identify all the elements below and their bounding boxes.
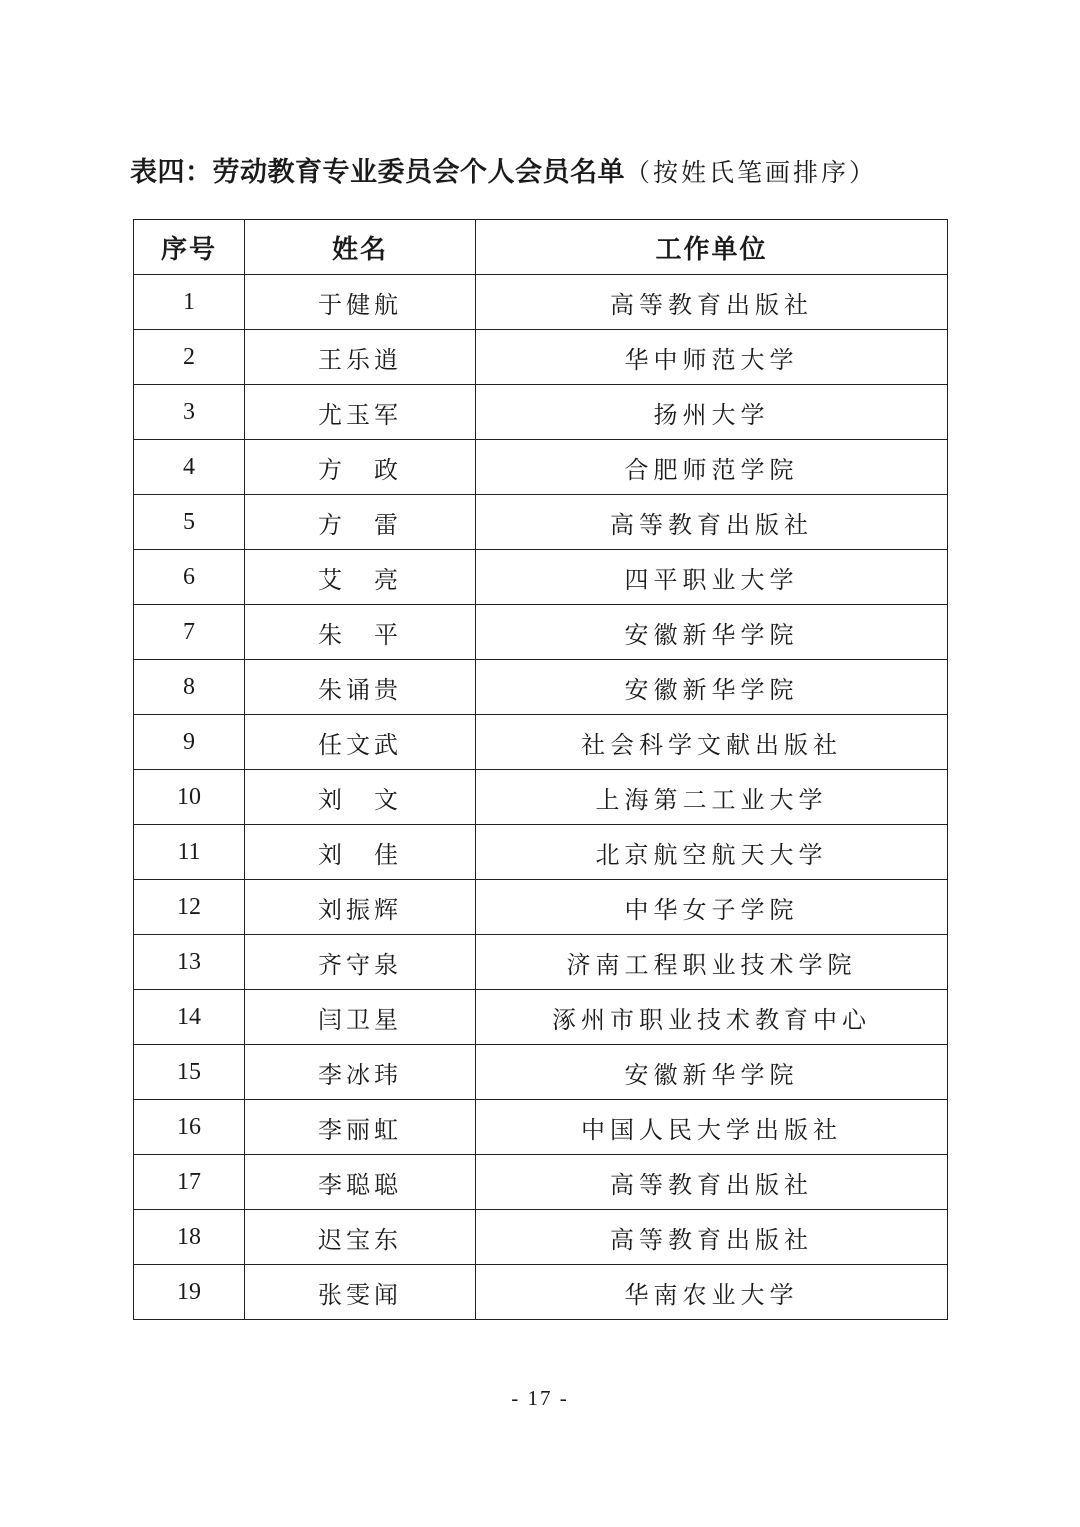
member-name-cell: 方 政 <box>245 440 476 495</box>
table-row <box>134 825 948 880</box>
table-row <box>134 330 948 385</box>
serial-number-cell: 2 <box>134 330 245 385</box>
table-header-row <box>134 220 948 275</box>
member-name-cell: 尤玉军 <box>245 385 476 440</box>
workplace-cell: 社会科学文献出版社 <box>476 715 948 770</box>
member-name-cell: 迟宝东 <box>245 1210 476 1265</box>
workplace-cell: 安徽新华学院 <box>476 660 948 715</box>
member-name-cell: 刘振辉 <box>245 880 476 935</box>
serial-number-cell: 17 <box>134 1155 245 1210</box>
member-name-cell: 方 雷 <box>245 495 476 550</box>
table-row <box>134 1210 948 1265</box>
table-row <box>134 495 948 550</box>
workplace-cell: 上海第二工业大学 <box>476 770 948 825</box>
serial-number-cell: 3 <box>134 385 245 440</box>
table-row <box>134 1155 948 1210</box>
table-row <box>134 880 948 935</box>
serial-number-cell: 5 <box>134 495 245 550</box>
workplace-cell: 涿州市职业技术教育中心 <box>476 990 948 1045</box>
member-name-cell: 朱诵贵 <box>245 660 476 715</box>
table-row <box>134 1045 948 1100</box>
member-table <box>133 219 948 1320</box>
header-serial-number: 序号 <box>134 220 245 275</box>
member-name-cell: 艾 亮 <box>245 550 476 605</box>
workplace-cell: 高等教育出版社 <box>476 495 948 550</box>
serial-number-cell: 4 <box>134 440 245 495</box>
table-row <box>134 935 948 990</box>
table-body <box>134 275 948 1320</box>
member-name-cell: 李冰玮 <box>245 1045 476 1100</box>
table-row <box>134 990 948 1045</box>
serial-number-cell: 12 <box>134 880 245 935</box>
table-row <box>134 660 948 715</box>
workplace-cell: 济南工程职业技术学院 <box>476 935 948 990</box>
member-name-cell: 齐守泉 <box>245 935 476 990</box>
serial-number-cell: 1 <box>134 275 245 330</box>
member-name-cell: 刘 文 <box>245 770 476 825</box>
serial-number-cell: 8 <box>134 660 245 715</box>
workplace-cell: 高等教育出版社 <box>476 275 948 330</box>
workplace-cell: 中国人民大学出版社 <box>476 1100 948 1155</box>
table-row <box>134 715 948 770</box>
serial-number-cell: 16 <box>134 1100 245 1155</box>
workplace-cell: 合肥师范学院 <box>476 440 948 495</box>
table-row <box>134 1100 948 1155</box>
workplace-cell: 安徽新华学院 <box>476 1045 948 1100</box>
workplace-cell: 高等教育出版社 <box>476 1155 948 1210</box>
member-name-cell: 于健航 <box>245 275 476 330</box>
member-name-cell: 刘 佳 <box>245 825 476 880</box>
table-row <box>134 605 948 660</box>
table-row <box>134 550 948 605</box>
workplace-cell: 安徽新华学院 <box>476 605 948 660</box>
workplace-cell: 四平职业大学 <box>476 550 948 605</box>
workplace-cell: 北京航空航天大学 <box>476 825 948 880</box>
serial-number-cell: 19 <box>134 1265 245 1320</box>
table-row <box>134 770 948 825</box>
member-name-cell: 王乐逍 <box>245 330 476 385</box>
page-number: - 17 - <box>511 1386 569 1410</box>
member-name-cell: 闫卫星 <box>245 990 476 1045</box>
table-row <box>134 440 948 495</box>
workplace-cell: 华南农业大学 <box>476 1265 948 1320</box>
member-name-cell: 李丽虹 <box>245 1100 476 1155</box>
workplace-cell: 华中师范大学 <box>476 330 948 385</box>
serial-number-cell: 11 <box>134 825 245 880</box>
serial-number-cell: 7 <box>134 605 245 660</box>
serial-number-cell: 10 <box>134 770 245 825</box>
workplace-cell: 中华女子学院 <box>476 880 948 935</box>
member-name-cell: 任文武 <box>245 715 476 770</box>
member-name-cell: 朱 平 <box>245 605 476 660</box>
title-main: 表四：劳动教育专业委员会个人会员名单 <box>130 157 625 188</box>
table-row <box>134 1265 948 1320</box>
table-row <box>134 275 948 330</box>
serial-number-cell: 9 <box>134 715 245 770</box>
member-name-cell: 张雯闻 <box>245 1265 476 1320</box>
member-name-cell: 李聪聪 <box>245 1155 476 1210</box>
header-workplace: 工作单位 <box>476 220 948 275</box>
serial-number-cell: 6 <box>134 550 245 605</box>
header-name: 姓名 <box>245 220 476 275</box>
table-row <box>134 385 948 440</box>
workplace-cell: 扬州大学 <box>476 385 948 440</box>
serial-number-cell: 15 <box>134 1045 245 1100</box>
document-title <box>130 150 877 196</box>
workplace-cell: 高等教育出版社 <box>476 1210 948 1265</box>
serial-number-cell: 18 <box>134 1210 245 1265</box>
serial-number-cell: 14 <box>134 990 245 1045</box>
serial-number-cell: 13 <box>134 935 245 990</box>
title-note: （按姓氏笔画排序） <box>625 158 878 187</box>
